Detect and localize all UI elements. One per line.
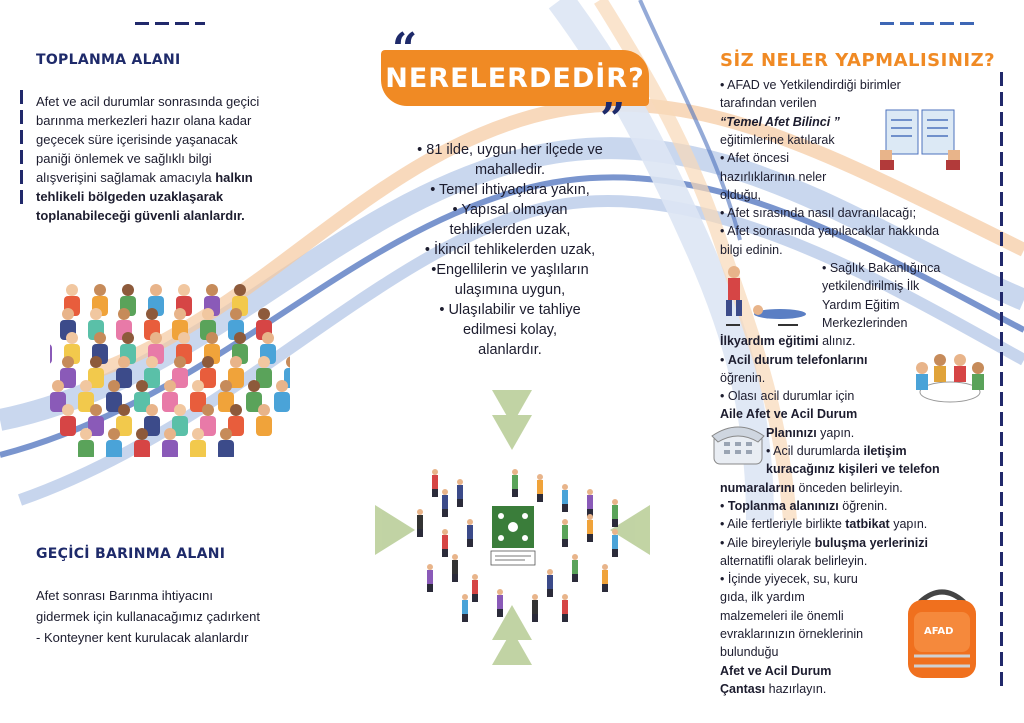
right-line: gıda, ilk yardım (720, 590, 805, 605)
center-line-mahalle: mahalledir. (474, 162, 546, 178)
right-line: Planınızı yapın. (766, 425, 855, 440)
right-line: • Aile bireyleriyle buluşma yerlerinizi (720, 535, 928, 550)
right-line: yetkilendirilmiş İlk (822, 279, 920, 294)
right-line: Merkezlerinden (822, 315, 908, 330)
walking-person-head (612, 499, 618, 505)
person-head (150, 284, 162, 296)
right-line: bilgi edinin. (720, 242, 783, 257)
walking-person (547, 575, 553, 589)
person-head (94, 284, 106, 296)
person-head (108, 380, 120, 392)
walking-person-head (512, 469, 518, 475)
walking-person-legs (532, 614, 538, 622)
gecici-title: GEÇİCİ BARINMA ALANI (36, 546, 226, 562)
walking-person-head (442, 529, 448, 535)
walking-person-legs (497, 609, 503, 617)
right-line: Yardım Eğitim (822, 297, 900, 312)
person-body (134, 440, 150, 457)
walking-person-legs (467, 539, 473, 547)
walking-person-head (602, 564, 608, 570)
gecici-text: Afet sonrası Barınma ihtiyacını gidermek için kullanacağımız çadırkent - Konteyner kent kurulacak alanlardır (36, 588, 260, 645)
walking-person-legs (427, 584, 433, 592)
person-body (78, 440, 94, 457)
walking-person-legs (602, 584, 608, 592)
walking-person-legs (462, 614, 468, 622)
walking-person-head (497, 589, 503, 595)
person-head (118, 356, 130, 368)
walking-person-legs (512, 489, 518, 497)
center-title: NERELERDEDİR? (385, 62, 645, 94)
walking-person (472, 580, 478, 594)
walking-person-legs (547, 589, 553, 597)
right-line: alternatifli olarak belirleyin. (720, 553, 868, 568)
walking-person (512, 475, 518, 489)
assembly-area-illustration (375, 385, 650, 685)
walking-person-legs (587, 534, 593, 542)
person-head (80, 428, 92, 440)
person-head (178, 284, 190, 296)
bag-label: AFAD (924, 626, 954, 637)
person-head (230, 404, 242, 416)
walking-person-legs (442, 509, 448, 517)
walking-person (612, 535, 618, 549)
walking-person (532, 600, 538, 614)
walking-person-head (572, 554, 578, 560)
walking-person-head (587, 489, 593, 495)
right-line: • Acil durum telefonlarını (720, 352, 868, 367)
walking-person-legs (537, 494, 543, 502)
walking-person-head (432, 469, 438, 475)
top-dash-right (880, 22, 975, 25)
person-head (234, 284, 246, 296)
walking-person (427, 570, 433, 584)
walking-person (612, 505, 618, 519)
person-head (108, 428, 120, 440)
first-aid-training-icon (718, 262, 813, 327)
right-line: • Afet sırasında nasıl davranılacağı; (720, 206, 917, 221)
walking-person (452, 560, 458, 574)
walking-person (457, 485, 463, 499)
walking-person (417, 515, 423, 529)
person-body (256, 416, 272, 436)
walking-person-head (452, 554, 458, 560)
walking-person (572, 560, 578, 574)
person-head (90, 308, 102, 320)
person-body (274, 392, 290, 412)
person-head (230, 308, 242, 320)
walking-person (497, 595, 503, 609)
person-head (258, 308, 270, 320)
right-line: Afet ve Acil Durum (720, 663, 832, 678)
walking-person-legs (572, 574, 578, 582)
person-head (220, 428, 232, 440)
close-quote: ” (600, 94, 626, 145)
person-head (202, 404, 214, 416)
right-line: Aile Afet ve Acil Durum (720, 407, 858, 422)
right-line: • Toplanma alanınızı öğrenin. (720, 498, 888, 513)
right-line: hazırlıklarının neler (720, 169, 827, 184)
person-head (90, 356, 102, 368)
walking-person-head (547, 569, 553, 575)
open-book-icon (880, 100, 960, 170)
right-line: evraklarınızın örneklerinin (720, 627, 864, 641)
person-head (192, 380, 204, 392)
person-head (94, 332, 106, 344)
person-head (174, 308, 186, 320)
walking-person-head (612, 529, 618, 535)
walking-person-head (472, 574, 478, 580)
walking-person-legs (432, 489, 438, 497)
walking-person-head (462, 594, 468, 600)
person-head (136, 380, 148, 392)
walking-person (562, 490, 568, 504)
person-head (220, 380, 232, 392)
person-body (162, 440, 178, 457)
top-dash-left (135, 22, 205, 25)
person-head (230, 356, 242, 368)
right-line: • Acil durumlarda iletişim (766, 444, 907, 458)
emergency-bag-icon (900, 582, 984, 682)
right-line: olduğu, (720, 187, 762, 202)
person-head (66, 332, 78, 344)
walking-person-head (457, 479, 463, 485)
person-head (164, 428, 176, 440)
walking-person-legs (562, 539, 568, 547)
right-line: bulunduğu (720, 645, 779, 660)
person-head (202, 356, 214, 368)
right-line: “Temel Afet Bilinci ” (720, 114, 840, 129)
walking-person-legs (417, 529, 423, 537)
person-head (234, 332, 246, 344)
person-head (118, 404, 130, 416)
walking-person-head (467, 519, 473, 525)
person-head (62, 356, 74, 368)
walking-person (467, 525, 473, 539)
right-line: • Afet öncesi (720, 151, 790, 166)
person-head (192, 428, 204, 440)
walking-person-head (427, 564, 433, 570)
walking-person (462, 600, 468, 614)
walking-person (537, 480, 543, 494)
assembly-area-sign-icon (491, 505, 535, 565)
person-head (118, 308, 130, 320)
right-line: malzemeleri ile önemli (720, 608, 844, 623)
walking-person-head (537, 474, 543, 480)
person-head (286, 356, 290, 368)
person-head (206, 332, 218, 344)
person-head (248, 380, 260, 392)
walking-person-head (562, 519, 568, 525)
right-line: • Sağlık Bakanlığınca (822, 261, 941, 275)
person-head (52, 380, 64, 392)
right-line: numaralarını önceden belirleyin. (720, 480, 903, 495)
person-head (262, 332, 274, 344)
person-head (146, 356, 158, 368)
person-head (136, 428, 148, 440)
toplanma-title: TOPLANMA ALANI (36, 52, 181, 68)
person-head (62, 308, 74, 320)
family-meeting-icon (910, 350, 990, 410)
walking-person-head (532, 594, 538, 600)
person-head (276, 380, 288, 392)
crowd-people-illustration (50, 272, 290, 457)
person-head (80, 380, 92, 392)
walking-person (562, 525, 568, 539)
walking-person (432, 475, 438, 489)
right-line: eğitimlerine katılarak (720, 132, 835, 147)
person-head (146, 404, 158, 416)
person-head (178, 332, 190, 344)
walking-person-head (562, 484, 568, 490)
toplanma-text: Afet ve acil durumlar sonrasında geçici barınma merkezleri hazır olana kadar geçecek süre içerisinde yaşanacak paniği önlemek ve sağlıklı bilgi alışverişini sağlamak amacıyla halkın tehlikeli bölgeden uzaklaşarak toplanabileceği güvenli alanlardır. (36, 94, 260, 223)
left-vertical-rule (20, 90, 23, 210)
walking-person-head (562, 594, 568, 600)
right-line: İlkyardım eğitimi alınız. (720, 334, 856, 349)
person-head (258, 404, 270, 416)
person-head (66, 284, 78, 296)
walking-person (587, 520, 593, 534)
walking-person (442, 535, 448, 549)
walking-person-legs (452, 574, 458, 582)
walking-person-legs (612, 519, 618, 527)
person-body (60, 416, 76, 436)
walking-person (562, 600, 568, 614)
right-line: tarafından verilen (720, 96, 817, 111)
walking-person (587, 495, 593, 509)
person-head (62, 404, 74, 416)
right-line: • Olası acil durumlar için (720, 389, 855, 404)
walking-person-head (587, 514, 593, 520)
telephone-icon (708, 420, 768, 470)
person-head (90, 404, 102, 416)
person-body (190, 440, 206, 457)
person-body (106, 440, 122, 457)
center-list: • 81 ilde, uygun her ilçede ve mahalledir. • Temel ihtiyaçlara yakın, • Yapısal olmayan tehlikelerden uzak, • İkincil tehlikelerden uzak, •Engellilerin ve yaşlıların ulaşımına uygun, • Ulaşılabilir ve tahliye edilmesi kolay, alanlardır. (380, 140, 640, 360)
walking-person-head (442, 489, 448, 495)
person-head (174, 356, 186, 368)
walking-person-legs (612, 549, 618, 557)
person-head (164, 380, 176, 392)
person-head (150, 332, 162, 344)
chevron-left-icon (375, 505, 415, 555)
walking-person (442, 495, 448, 509)
walking-person-legs (472, 594, 478, 602)
walking-person-legs (562, 614, 568, 622)
person-body (50, 344, 52, 364)
person-body (218, 440, 234, 457)
right-line: • Afet sonrasında yapılacaklar hakkında (720, 224, 940, 239)
walking-person-legs (457, 499, 463, 507)
right-vertical-rule (1000, 72, 1003, 692)
person-head (174, 404, 186, 416)
right-line: kuracağınız kişileri ve telefon (766, 462, 940, 477)
right-line: • Aile fertleriyle birlikte tatbikat yapın. (720, 517, 928, 532)
person-head (122, 332, 134, 344)
person-head (122, 284, 134, 296)
person-head (258, 356, 270, 368)
person-head (206, 284, 218, 296)
person-head (202, 308, 214, 320)
walking-person-legs (442, 549, 448, 557)
right-line: öğrenin. (720, 370, 766, 385)
right-line: • İçinde yiyecek, su, kuru (720, 572, 858, 587)
walking-person-legs (562, 504, 568, 512)
walking-person-head (417, 509, 423, 515)
person-head (146, 308, 158, 320)
walking-person (602, 570, 608, 584)
right-line: • AFAD ve Yetkilendirdiği birimler (720, 78, 901, 92)
right-line: Çantası hazırlayın. (720, 681, 827, 696)
right-title: SİZ NELER YAPMALISINIZ? (720, 50, 996, 71)
